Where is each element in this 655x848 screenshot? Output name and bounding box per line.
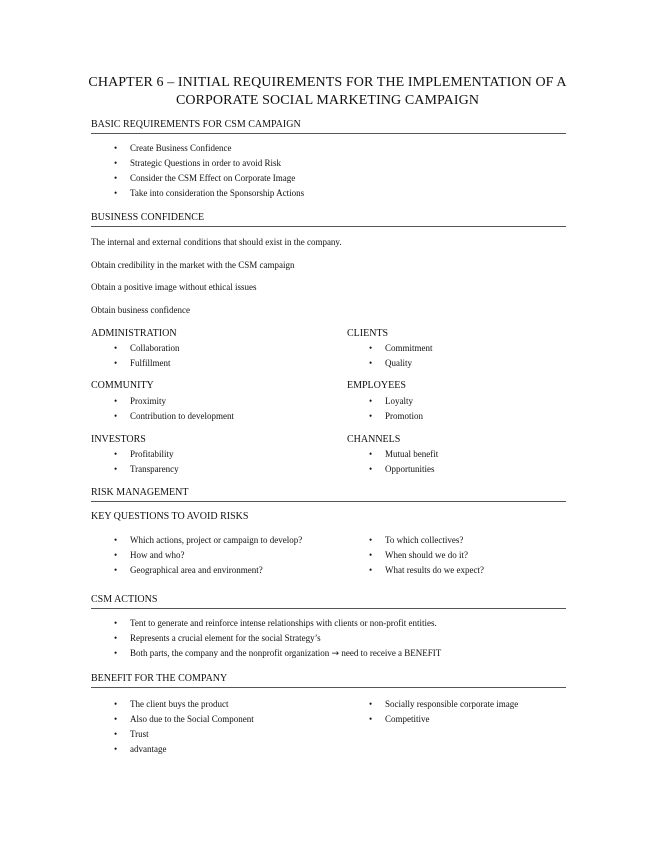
list-item: • Trust — [114, 727, 334, 742]
group-title-community: COMMUNITY — [91, 380, 154, 391]
list-item: • Proximity — [114, 394, 334, 409]
list-item: • The client buys the product — [114, 697, 334, 712]
list-item: • Tent to generate and reinforce intense relationships with clients or non-profit entities. — [114, 616, 564, 631]
key-questions-subheading: KEY QUESTIONS TO AVOID RISKS — [91, 511, 249, 522]
list-item: • Transparency — [114, 462, 314, 477]
list-item: • What results do we expect? — [369, 563, 569, 578]
confidence-paragraph: The internal and external conditions that should exist in the company. — [91, 237, 342, 247]
benefit-left-list — [114, 697, 334, 757]
business-confidence-heading: BUSINESS CONFIDENCE — [91, 211, 566, 227]
benefit-heading: BENEFIT FOR THE COMPANY — [91, 672, 566, 688]
list-item: • Collaboration — [114, 341, 314, 356]
risk-management-heading: RISK MANAGEMENT — [91, 486, 566, 502]
group-title-administration: ADMINISTRATION — [91, 328, 177, 339]
list-item: • Geographical area and environment? — [114, 564, 314, 577]
group-title-clients: CLIENTS — [347, 328, 389, 339]
list-item: • When should we do it? — [369, 548, 569, 563]
list-item: • Mutual benefit — [369, 447, 569, 462]
confidence-paragraph: Obtain a positive image without ethical issues — [91, 282, 257, 292]
list-item: • Create Business Confidence — [114, 141, 554, 156]
list-item: • Strategic Questions in order to avoid Risk — [114, 156, 554, 171]
benefit-right-list — [369, 697, 579, 727]
risk-questions-right-list — [369, 533, 569, 578]
community-list — [114, 394, 334, 424]
list-item: • Contribution to development — [114, 409, 334, 424]
basic-requirements-heading: BASIC REQUIREMENTS FOR CSM CAMPAIGN — [91, 118, 566, 134]
csm-actions-heading: CSM ACTIONS — [91, 593, 566, 609]
list-item: • Also due to the Social Component — [114, 712, 334, 727]
list-item: • Fulfillment — [114, 356, 314, 371]
clients-list — [369, 341, 569, 371]
group-title-investors: INVESTORS — [91, 434, 146, 445]
employees-list — [369, 394, 569, 424]
page-title — [60, 74, 595, 110]
list-item: • advantage — [114, 742, 334, 757]
investors-list — [114, 447, 314, 477]
title-line-1: CHAPTER 6 – INITIAL REQUIREMENTS FOR THE IMPLEMENTATION OF A — [88, 75, 567, 90]
list-item-text: need to receive a BENEFIT — [339, 648, 442, 658]
list-item: • Promotion — [369, 409, 569, 424]
group-title-channels: CHANNELS — [347, 434, 401, 445]
list-item: • Take into consideration the Sponsorship Actions — [114, 186, 554, 201]
csm-actions-list — [114, 616, 564, 662]
confidence-paragraph: Obtain business confidence — [91, 305, 190, 315]
list-item-text: Both parts, the company and the nonprofit organization — [130, 648, 332, 658]
list-item: • Which actions, project or campaign to develop? — [114, 534, 314, 547]
administration-list — [114, 341, 314, 371]
risk-questions-left-list — [114, 534, 314, 579]
confidence-paragraph: Obtain credibility in the market with the CSM campaign — [91, 260, 295, 270]
title-line-2: CORPORATE SOCIAL MARKETING CAMPAIGN — [175, 93, 480, 108]
list-item — [114, 646, 564, 662]
list-item: • Represents a crucial element for the social Strategy’s — [114, 631, 564, 646]
list-item: • Competitive — [369, 712, 579, 727]
channels-list — [369, 447, 569, 477]
list-item: • Quality — [369, 356, 569, 371]
list-item: • How and who? — [114, 549, 314, 562]
list-item: • Socially responsible corporate image — [369, 697, 579, 712]
group-title-employees: EMPLOYEES — [347, 380, 406, 391]
list-item: • Loyalty — [369, 394, 569, 409]
basic-requirements-list — [114, 141, 554, 201]
list-item: • Consider the CSM Effect on Corporate Image — [114, 171, 554, 186]
list-item: • Commitment — [369, 341, 569, 356]
list-item: • Opportunities — [369, 462, 569, 477]
list-item: • To which collectives? — [369, 533, 569, 548]
right-arrow-icon: → — [331, 649, 340, 659]
list-item: • Profitability — [114, 447, 314, 462]
